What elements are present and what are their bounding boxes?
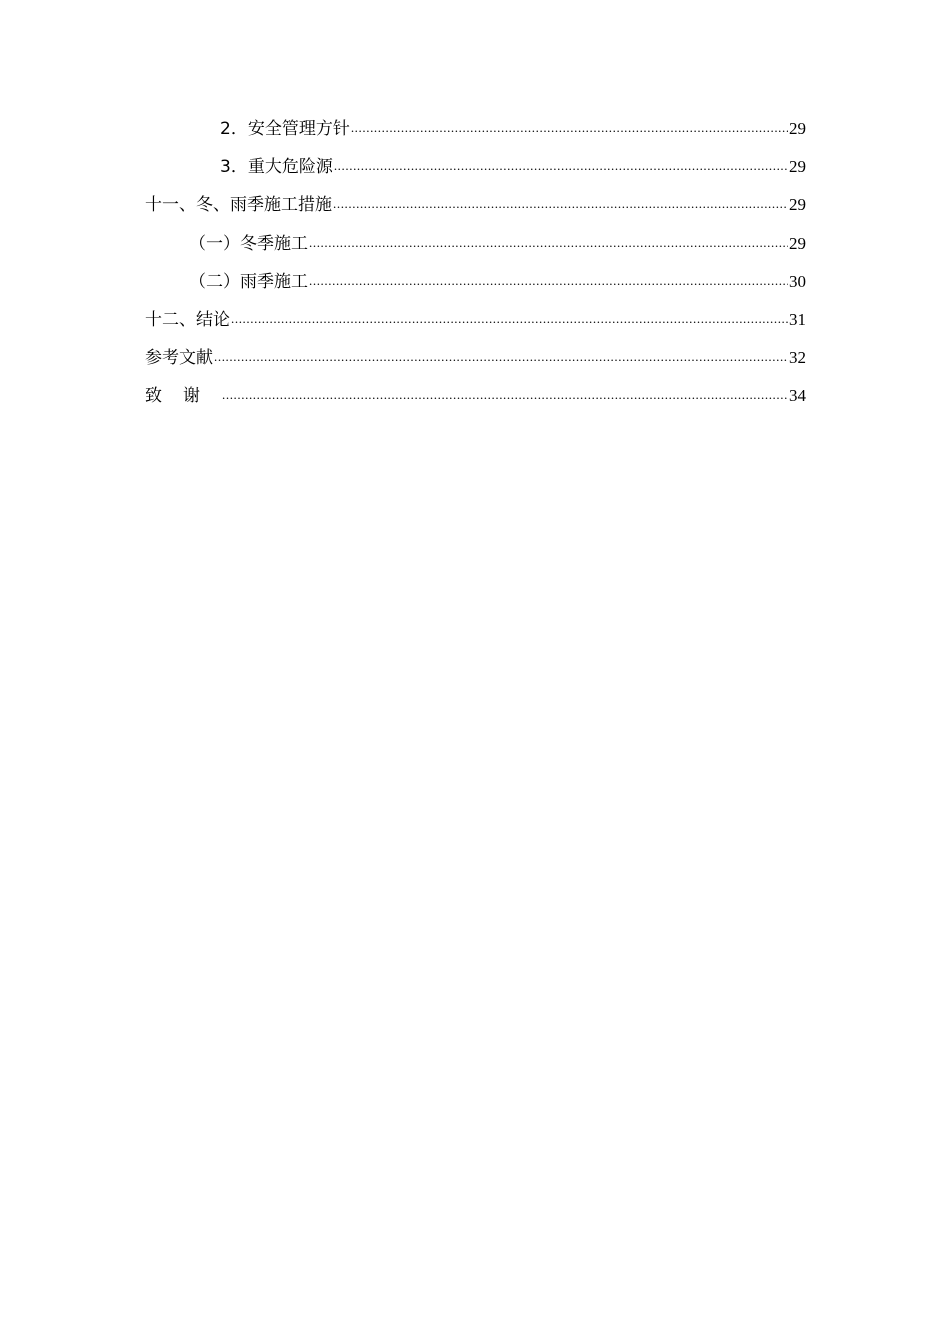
toc-entry[interactable] (145, 339, 806, 377)
toc-entry-page: 30 (789, 271, 806, 291)
toc-entry-title: 结论 (196, 309, 230, 330)
toc-dot-leader (351, 108, 788, 147)
toc-entry[interactable] (145, 301, 806, 339)
toc-entry-page: 31 (789, 309, 806, 329)
toc-entry[interactable] (145, 263, 806, 301)
table-of-contents (145, 110, 806, 416)
toc-entry-page: 29 (789, 233, 806, 253)
toc-entry-title: 雨季施工 (240, 271, 308, 291)
toc-entry[interactable] (145, 148, 806, 186)
toc-entry-title: 参考文献 (145, 348, 213, 369)
toc-entry-number: （一） (189, 233, 240, 254)
toc-entry-number: 十二、 (145, 309, 196, 330)
toc-entry-number: 2． (220, 119, 248, 139)
toc-entry-title: 冬、雨季施工措施 (196, 195, 332, 216)
toc-entry[interactable] (145, 377, 806, 415)
toc-entry-title: 冬季施工 (240, 233, 308, 253)
toc-entry-page: 34 (789, 386, 806, 406)
toc-entry[interactable] (145, 110, 806, 148)
toc-entry-page: 29 (789, 119, 806, 138)
toc-dot-leader (309, 261, 788, 300)
toc-entry-title: 致谢 (145, 386, 221, 407)
toc-entry-page: 29 (789, 195, 806, 215)
toc-entry-number: 十一、 (145, 195, 196, 216)
toc-entry-title: 安全管理方针 (247, 119, 350, 138)
toc-dot-leader (334, 146, 788, 185)
toc-entry-page: 32 (789, 348, 806, 368)
toc-entry[interactable] (145, 225, 806, 263)
toc-entry-title: 重大危险源 (247, 157, 333, 177)
toc-dot-leader (214, 337, 788, 376)
toc-dot-leader (222, 375, 788, 414)
toc-entry-page: 29 (789, 157, 806, 177)
toc-dot-leader (231, 299, 788, 338)
toc-entry-number: 3． (220, 157, 248, 178)
toc-dot-leader (309, 223, 788, 262)
toc-dot-leader (333, 184, 788, 223)
toc-entry-number: （二） (189, 271, 240, 292)
toc-entry[interactable] (145, 186, 806, 224)
